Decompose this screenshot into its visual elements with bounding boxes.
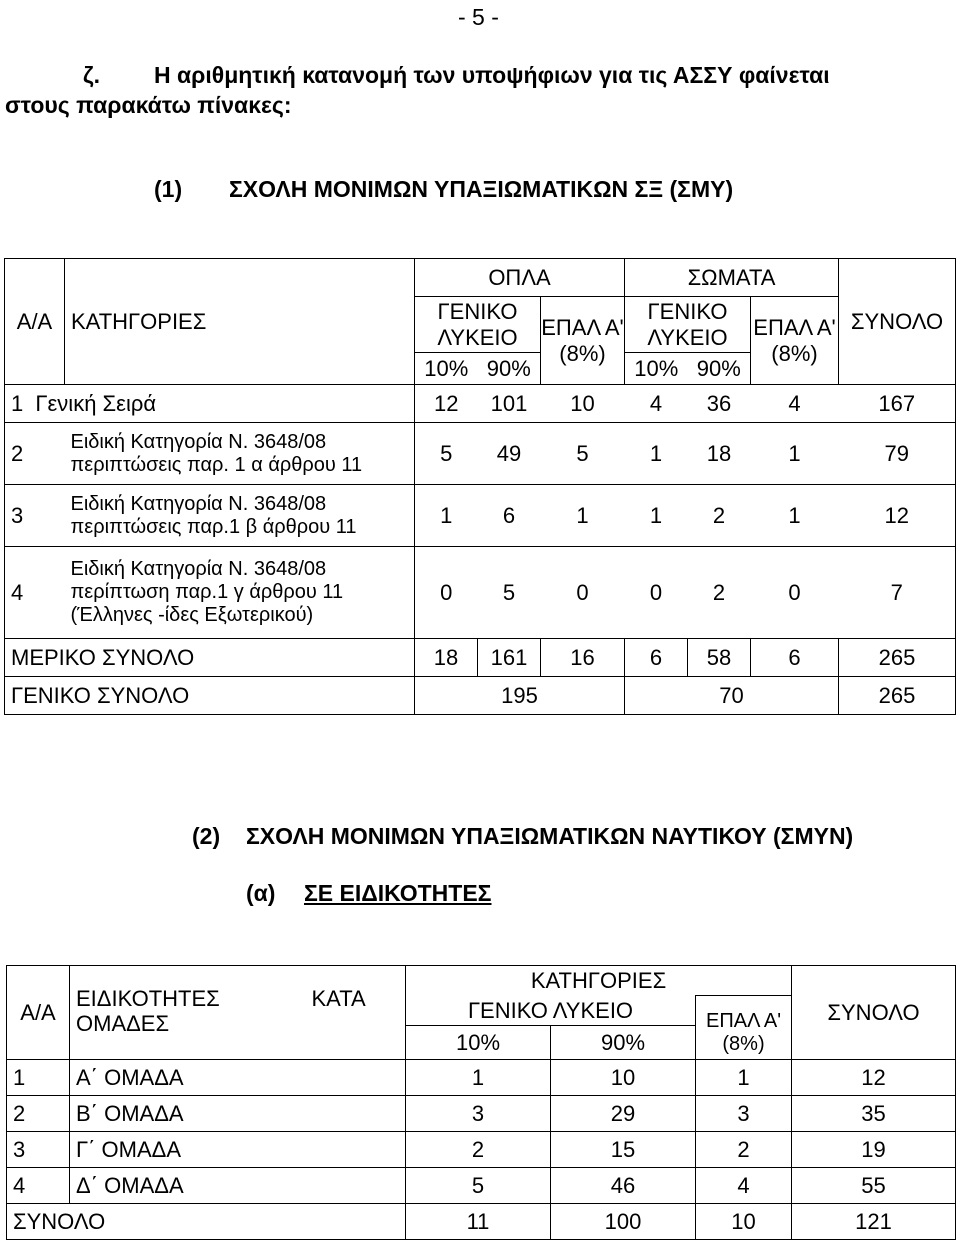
cell: 10 [541, 385, 625, 423]
partial-total-row [5, 639, 956, 677]
total-label: ΣΥΝΟΛΟ [7, 1204, 406, 1240]
cell: 5 [415, 423, 478, 485]
header-somata-10: 10% [625, 353, 688, 385]
table-row [5, 485, 956, 547]
table-row [5, 547, 956, 639]
row-label: Ειδική Κατηγορία Ν. 3648/08 περιπτώσεις παρ.1 β άρθρου 11 [65, 485, 415, 547]
header-synolo: ΣΥΝΟΛΟ [839, 259, 956, 385]
grand-total-synolo: 265 [839, 677, 956, 715]
t2-header-categories: ΚΑΤΗΓΟΡΙΕΣ [406, 966, 792, 996]
partial-total-label: ΜΕΡΙΚΟ ΣΥΝΟΛΟ [5, 639, 415, 677]
cell: 265 [839, 639, 956, 677]
row-label: Ειδική Κατηγορία Ν. 3648/08 περιπτώσεις παρ. 1 α άρθρου 11 [65, 423, 415, 485]
row-aa: 2 [5, 423, 65, 485]
grand-total-row [5, 677, 956, 715]
t2-header-90: 90% [551, 1026, 696, 1060]
cell: 4 [751, 385, 839, 423]
cell: 2 [688, 547, 751, 639]
header-somata-geniko-lykeio: ΓΕΝΙΚΟ ΛΥΚΕΙΟ [625, 297, 751, 353]
table-smy [4, 258, 956, 715]
row-label: Ειδική Κατηγορία Ν. 3648/08 περίπτωση παρ.1 γ άρθρου 11 (Έλληνες -ίδες Εξωτερικού) [65, 547, 415, 639]
cell: 79 [839, 423, 956, 485]
cell: 6 [625, 639, 688, 677]
cell: 3 [406, 1096, 551, 1132]
section-2a-number: (α) [246, 880, 276, 906]
header-aa: Α/Α [5, 259, 65, 385]
t2-header-10: 10% [406, 1026, 551, 1060]
cell: 2 [688, 485, 751, 547]
row-aa: 4 [5, 547, 65, 639]
section-2a-title: ΣΕ ΕΙΔΙΚΟΤΗΤΕΣ [304, 880, 492, 906]
grand-total-opla: 195 [415, 677, 625, 715]
table-row [7, 1096, 956, 1132]
cell: 10 [551, 1060, 696, 1096]
cell: 6 [478, 485, 541, 547]
cell: 6 [751, 639, 839, 677]
cell: 19 [792, 1132, 956, 1168]
cell: 2 [696, 1132, 792, 1168]
row-group: Γ΄ ΟΜΑΔΑ [70, 1132, 406, 1168]
row-aa: 3 [7, 1132, 70, 1168]
t2-header-geniko-lykeio: ΓΕΝΙΚΟ ΛΥΚΕΙΟ [406, 996, 696, 1026]
cell: 0 [541, 547, 625, 639]
cell: 101 [478, 385, 541, 423]
cell: 0 [625, 547, 688, 639]
cell: 3 [696, 1096, 792, 1132]
cell: 11 [406, 1204, 551, 1240]
row-group: Α΄ ΟΜΑΔΑ [70, 1060, 406, 1096]
header-opla-10: 10% [415, 353, 478, 385]
page-number: - 5 - [458, 4, 499, 30]
t2-header-specialties: ΕΙΔΙΚΟΤΗΤΕΣ ΟΜΑΔΕΣ [70, 966, 306, 1060]
header-opla-geniko-lykeio: ΓΕΝΙΚΟ ΛΥΚΕΙΟ [415, 297, 541, 353]
t2-header-synolo: ΣΥΝΟΛΟ [792, 966, 956, 1060]
cell: 1 [696, 1060, 792, 1096]
intro-marker: ζ. [83, 62, 100, 88]
cell: 29 [551, 1096, 696, 1132]
cell: 12 [415, 385, 478, 423]
t2-header-kata: ΚΑΤΑ [306, 966, 406, 1060]
header-opla-epal: ΕΠΑΛ Α' (8%) [541, 297, 625, 385]
cell: 36 [688, 385, 751, 423]
row-aa: 2 [7, 1096, 70, 1132]
table-smyn [6, 965, 956, 1240]
intro-line-1: Η αριθμητική κατανομή των υποψήφιων για τις ΑΣΣΥ φαίνεται [154, 62, 830, 88]
section-2-title: ΣΧΟΛΗ ΜΟΝΙΜΩΝ ΥΠΑΞΙΩΜΑΤΙΚΩΝ ΝΑΥΤΙΚΟΥ (ΣΜΥΝ) [246, 823, 854, 849]
table-row [7, 1168, 956, 1204]
cell: 1 [625, 485, 688, 547]
cell: 5 [478, 547, 541, 639]
cell: 1 [541, 485, 625, 547]
header-somata-90: 90% [688, 353, 751, 385]
table-row [7, 1060, 956, 1096]
cell: 1 [625, 423, 688, 485]
cell: 1 [751, 485, 839, 547]
cell: 16 [541, 639, 625, 677]
cell: 0 [415, 547, 478, 639]
row-aa: 1 [7, 1060, 70, 1096]
grand-total-label: ΓΕΝΙΚΟ ΣΥΝΟΛΟ [5, 677, 415, 715]
table-row [7, 1132, 956, 1168]
cell: 18 [415, 639, 478, 677]
cell: 1 [406, 1060, 551, 1096]
table-row [5, 423, 956, 485]
cell: 161 [478, 639, 541, 677]
row-aa: 4 [7, 1168, 70, 1204]
cell: 35 [792, 1096, 956, 1132]
cell: 18 [688, 423, 751, 485]
cell: 10 [696, 1204, 792, 1240]
cell: 55 [792, 1168, 956, 1204]
row-group: Β΄ ΟΜΑΔΑ [70, 1096, 406, 1132]
cell: 49 [478, 423, 541, 485]
cell: 5 [541, 423, 625, 485]
cell: 7 [839, 547, 956, 639]
cell: 2 [406, 1132, 551, 1168]
grand-total-somata: 70 [625, 677, 839, 715]
cell: 15 [551, 1132, 696, 1168]
cell: 4 [696, 1168, 792, 1204]
cell: 5 [406, 1168, 551, 1204]
cell: 1 [415, 485, 478, 547]
row-label: Γενική Σειρά [35, 390, 157, 416]
header-somata: ΣΩΜΑΤΑ [625, 259, 839, 297]
cell: 4 [625, 385, 688, 423]
t2-header-epal: ΕΠΑΛ Α' (8%) [696, 996, 792, 1060]
header-categories: ΚΑΤΗΓΟΡΙΕΣ [65, 259, 415, 385]
section-2-number: (2) [192, 823, 221, 849]
cell: 0 [751, 547, 839, 639]
header-opla: ΟΠΛΑ [415, 259, 625, 297]
cell: 100 [551, 1204, 696, 1240]
cell: 46 [551, 1168, 696, 1204]
intro-line-2: στους παρακάτω πίνακες: [5, 92, 292, 118]
cell: 12 [792, 1060, 956, 1096]
section-1-title: ΣΧΟΛΗ ΜΟΝΙΜΩΝ ΥΠΑΞΙΩΜΑΤΙΚΩΝ ΣΞ (ΣΜΥ) [229, 176, 734, 202]
row-aa: 1 [11, 390, 24, 416]
row-aa: 3 [5, 485, 65, 547]
header-opla-90: 90% [478, 353, 541, 385]
cell: 12 [839, 485, 956, 547]
row-group: Δ΄ ΟΜΑΔΑ [70, 1168, 406, 1204]
table-row [5, 385, 956, 423]
total-row [7, 1204, 956, 1240]
cell: 167 [839, 385, 956, 423]
t2-header-aa: Α/Α [7, 966, 70, 1060]
cell: 58 [688, 639, 751, 677]
cell: 121 [792, 1204, 956, 1240]
header-somata-epal: ΕΠΑΛ Α' (8%) [751, 297, 839, 385]
section-1-number: (1) [154, 176, 183, 202]
cell: 1 [751, 423, 839, 485]
